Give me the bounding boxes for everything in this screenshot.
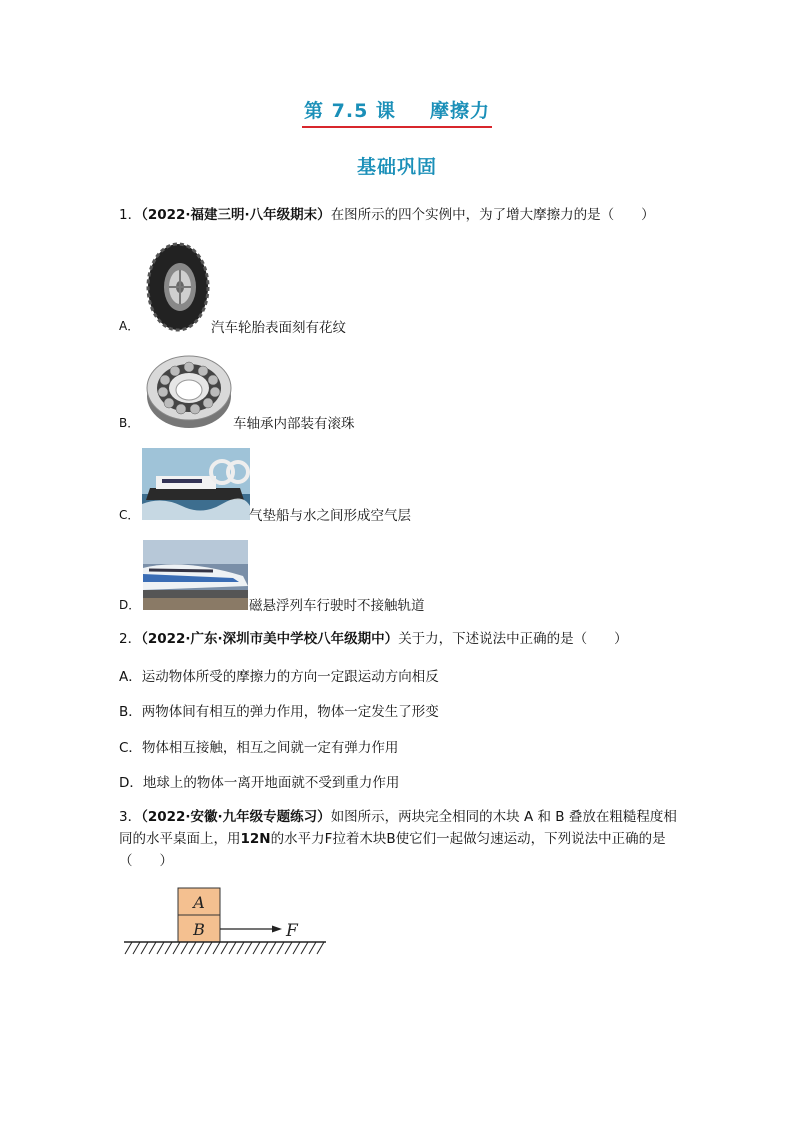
- blocks-diagram: [122, 886, 332, 958]
- block-a-label: A: [193, 893, 205, 912]
- q2-option-a[interactable]: [119, 665, 439, 685]
- option-text: 气垫船与水之间形成空气层: [249, 508, 411, 524]
- question-source: （2022·福建三明·八年级期末）: [141, 207, 331, 223]
- option-text: 磁悬浮列车行驶时不接触轨道: [249, 598, 425, 614]
- section-heading: 基础巩固: [356, 156, 437, 178]
- force-value: 12N: [240, 831, 271, 847]
- question-stem-part: 的水平力: [270, 831, 325, 847]
- q2-option-d[interactable]: [119, 771, 399, 791]
- block-label: B: [386, 831, 396, 847]
- hovercraft-icon: [142, 448, 250, 520]
- option-letter: B．: [119, 704, 142, 720]
- question-stem: 关于力，下述说法中正确的是（ ）: [398, 631, 628, 647]
- question-stem-part: 拉着木块: [332, 831, 387, 847]
- option-letter: C．: [119, 740, 142, 756]
- question-stem-part: 使它们一起做匀速运动，下列说法中正确的是（ ）: [119, 831, 666, 869]
- q2-option-c[interactable]: [119, 736, 398, 756]
- option-text: 车轴承内部装有滚珠: [233, 416, 355, 432]
- question-stem: 在图所示的四个实例中，为了增大摩擦力的是（ ）: [330, 207, 655, 223]
- block-b-label: B: [193, 920, 205, 939]
- ground-hatching: [125, 942, 324, 954]
- tire-icon: [144, 242, 210, 332]
- question-source: （2022·安徽·九年级专题练习）: [141, 809, 331, 825]
- lesson-topic: 摩擦力: [429, 100, 490, 122]
- question-stem: 如图所示，两块完全相同的木块 A 和 B 叠放在粗糙程度相同的水平桌面上，用: [119, 809, 677, 847]
- question-3: [119, 806, 689, 872]
- option-text: 物体相互接触，相互之间就一定有弹力作用: [141, 740, 399, 756]
- option-text: 地球上的物体一离开地面就不受到重力作用: [142, 775, 400, 791]
- option-text: 两物体间有相互的弹力作用，物体一定发生了形变: [141, 704, 439, 720]
- q2-option-b[interactable]: [119, 700, 439, 720]
- option-letter: A．: [119, 669, 142, 685]
- option-text: 汽车轮胎表面刻有花纹: [211, 320, 346, 336]
- question-source: （2022·广东·深圳市美中学校八年级期中）: [141, 631, 399, 647]
- bearing-icon: [145, 348, 233, 430]
- question-number: 2．: [119, 631, 142, 647]
- page-title: [0, 96, 794, 128]
- title-underlined: [302, 96, 492, 128]
- force-label: F: [286, 921, 298, 941]
- question-1: [119, 204, 689, 226]
- maglev-train-icon: [143, 540, 248, 610]
- force-symbol: F: [324, 831, 333, 847]
- option-text: 运动物体所受的摩擦力的方向一定跟运动方向相反: [141, 669, 439, 685]
- option-letter: D．: [119, 775, 143, 791]
- question-number: 3．: [119, 809, 142, 825]
- lesson-number: 第 7.5 课: [304, 100, 396, 122]
- force-arrow-head: [272, 926, 282, 933]
- question-number: 1．: [119, 207, 142, 223]
- question-2: [119, 628, 689, 650]
